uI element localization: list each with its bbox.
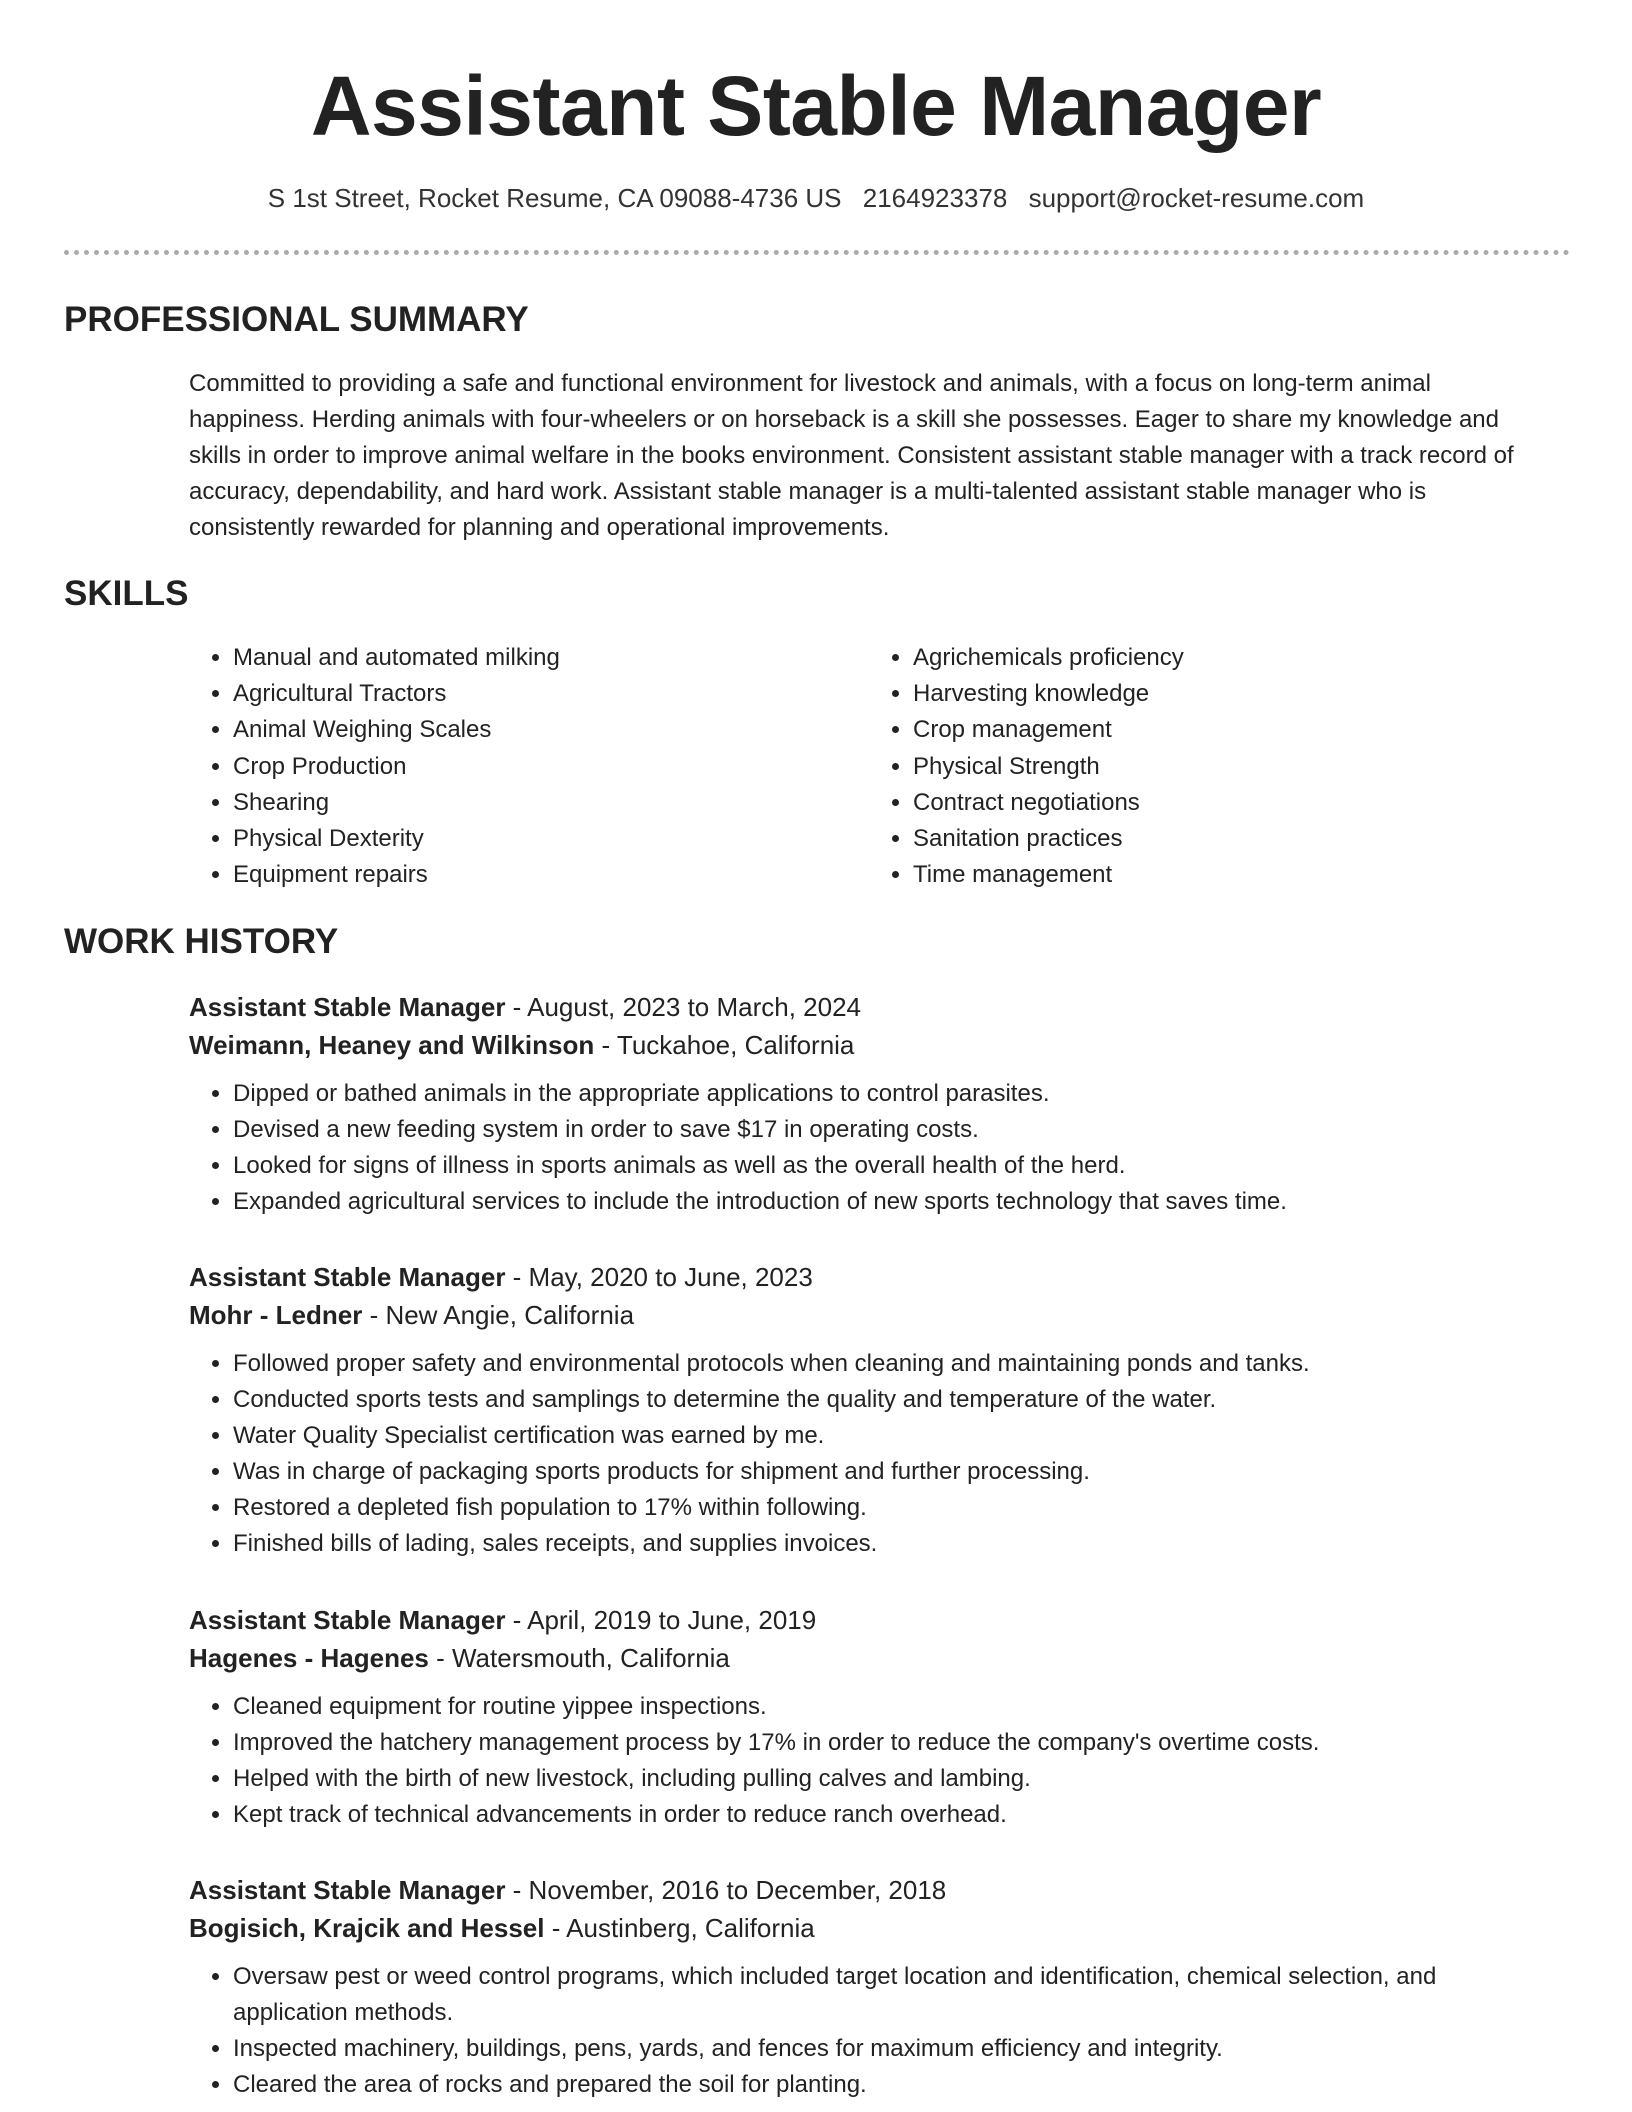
job-bullet: • Looked for signs of illness in sports animals as well as the overall health of the herd. — [233, 1148, 1549, 1184]
skill-item: • Animal Weighing Scales — [233, 712, 873, 748]
skill-item: • Time management — [913, 857, 1553, 893]
job-company-line — [189, 1026, 1549, 1064]
job-title: Assistant Stable Manager — [189, 1262, 506, 1292]
skill-item: • Physical Strength — [913, 749, 1553, 785]
job-company-line — [189, 1639, 1549, 1677]
job-bullet: • Expanded agricultural services to include the introduction of new sports technology that saves time. — [233, 1184, 1549, 1220]
job-bullet: • Conducted sports tests and samplings to determine the quality and temperature of the water. — [233, 1382, 1549, 1418]
job-bullet: • Helped with the birth of new livestock, including pulling calves and lambing. — [233, 1761, 1549, 1797]
skills-list-left — [189, 640, 873, 893]
skills-heading: SKILLS — [64, 574, 189, 613]
skills-list-right — [869, 640, 1553, 893]
job-title-line — [189, 988, 1549, 1026]
job-bullet: • Oversaw pest or weed control programs, which included target location and identification, chemical selection, and application methods. — [233, 1959, 1549, 2031]
job-company-line — [189, 1296, 1549, 1334]
job-location: - Tuckahoe, California — [594, 1030, 855, 1060]
skill-item: • Agricultural Tractors — [233, 676, 873, 712]
skill-item: • Equipment repairs — [233, 857, 873, 893]
job-bullet: • Cleaned equipment for routine yippee inspections. — [233, 1689, 1549, 1725]
job-dates: - May, 2020 to June, 2023 — [505, 1262, 813, 1292]
job-bullet: • Followed proper safety and environmental protocols when cleaning and maintaining ponds and tanks. — [233, 1346, 1549, 1382]
job-location: - Watersmouth, California — [428, 1643, 730, 1673]
job-title-line — [189, 1258, 1549, 1296]
job-title-line — [189, 1871, 1549, 1909]
work-history-heading: WORK HISTORY — [64, 922, 339, 961]
job-dates: - August, 2023 to March, 2024 — [505, 992, 861, 1022]
job-bullets — [189, 1959, 1549, 2103]
skill-item: • Physical Dexterity — [233, 821, 873, 857]
job-bullet: • Improved the hatchery management process by 17% in order to reduce the company's overtime costs. — [233, 1725, 1549, 1761]
skill-item: • Crop management — [913, 712, 1553, 748]
job-bullet: • Cleared the area of rocks and prepared the soil for planting. — [233, 2067, 1549, 2103]
job-title: Assistant Stable Manager — [189, 1605, 506, 1635]
job-entry — [189, 1258, 1549, 1562]
phone: 2164923378 — [862, 183, 1008, 213]
skill-item: • Sanitation practices — [913, 821, 1553, 857]
job-company: Bogisich, Krajcik and Hessel — [189, 1913, 545, 1943]
job-bullets — [189, 1689, 1549, 1833]
job-bullet: • Restored a depleted fish population to 17% within following. — [233, 1490, 1549, 1526]
job-location: - New Angie, California — [362, 1300, 635, 1330]
job-company-line — [189, 1909, 1549, 1947]
job-dates: - April, 2019 to June, 2019 — [505, 1605, 817, 1635]
skill-item: • Contract negotiations — [913, 785, 1553, 821]
skill-item: • Manual and automated milking — [233, 640, 873, 676]
job-company: Hagenes - Hagenes — [189, 1643, 429, 1673]
job-title: Assistant Stable Manager — [189, 1875, 506, 1905]
skill-item: • Agrichemicals proficiency — [913, 640, 1553, 676]
job-bullets — [189, 1076, 1549, 1220]
job-entry — [189, 988, 1549, 1220]
job-title: Assistant Stable Manager — [189, 992, 506, 1022]
contact-line — [0, 180, 1632, 216]
job-bullet: • Inspected machinery, buildings, pens, yards, and fences for maximum efficiency and integrity. — [233, 2031, 1549, 2067]
job-entry — [189, 1601, 1549, 1833]
candidate-name: Assistant Stable Manager — [310, 59, 1322, 153]
job-company: Weimann, Heaney and Wilkinson — [189, 1030, 595, 1060]
job-bullet: • Kept track of technical advancements in order to reduce ranch overhead. — [233, 1797, 1549, 1833]
summary-text: Committed to providing a safe and functional environment for livestock and animals, with a focus on long-term animal happiness. Herding animals with four-wheelers or on horseback is a skill she possesses. Eager to share my knowledge and skills in order to improve animal welfare in the books environment. Consistent assistant stable manager with a track record of accuracy, dependability, and hard work. Assistant stable manager is a multi-talented assistant stable manager who is consistently rewarded for planning and operational improvements. — [189, 370, 1514, 541]
skill-item: • Harvesting knowledge — [913, 676, 1553, 712]
email: support@rocket-resume.com — [1028, 183, 1365, 213]
job-company: Mohr - Ledner — [189, 1300, 363, 1330]
job-entry — [189, 1871, 1549, 2103]
job-bullet: • Dipped or bathed animals in the appropriate applications to control parasites. — [233, 1076, 1549, 1112]
header-divider — [64, 250, 1570, 255]
skill-item: • Shearing — [233, 785, 873, 821]
job-bullet: • Finished bills of lading, sales receipts, and supplies invoices. — [233, 1526, 1549, 1562]
job-title-line — [189, 1601, 1549, 1639]
job-location: - Austinberg, California — [544, 1913, 815, 1943]
job-bullets — [189, 1346, 1549, 1562]
skill-item: • Crop Production — [233, 749, 873, 785]
address: S 1st Street, Rocket Resume, CA 09088-4736 US — [267, 183, 842, 213]
job-bullet: • Was in charge of packaging sports products for shipment and further processing. — [233, 1454, 1549, 1490]
summary-heading: PROFESSIONAL SUMMARY — [64, 300, 529, 339]
job-bullet: • Devised a new feeding system in order to save $17 in operating costs. — [233, 1112, 1549, 1148]
job-bullet: • Water Quality Specialist certification was earned by me. — [233, 1418, 1549, 1454]
job-dates: - November, 2016 to December, 2018 — [505, 1875, 947, 1905]
